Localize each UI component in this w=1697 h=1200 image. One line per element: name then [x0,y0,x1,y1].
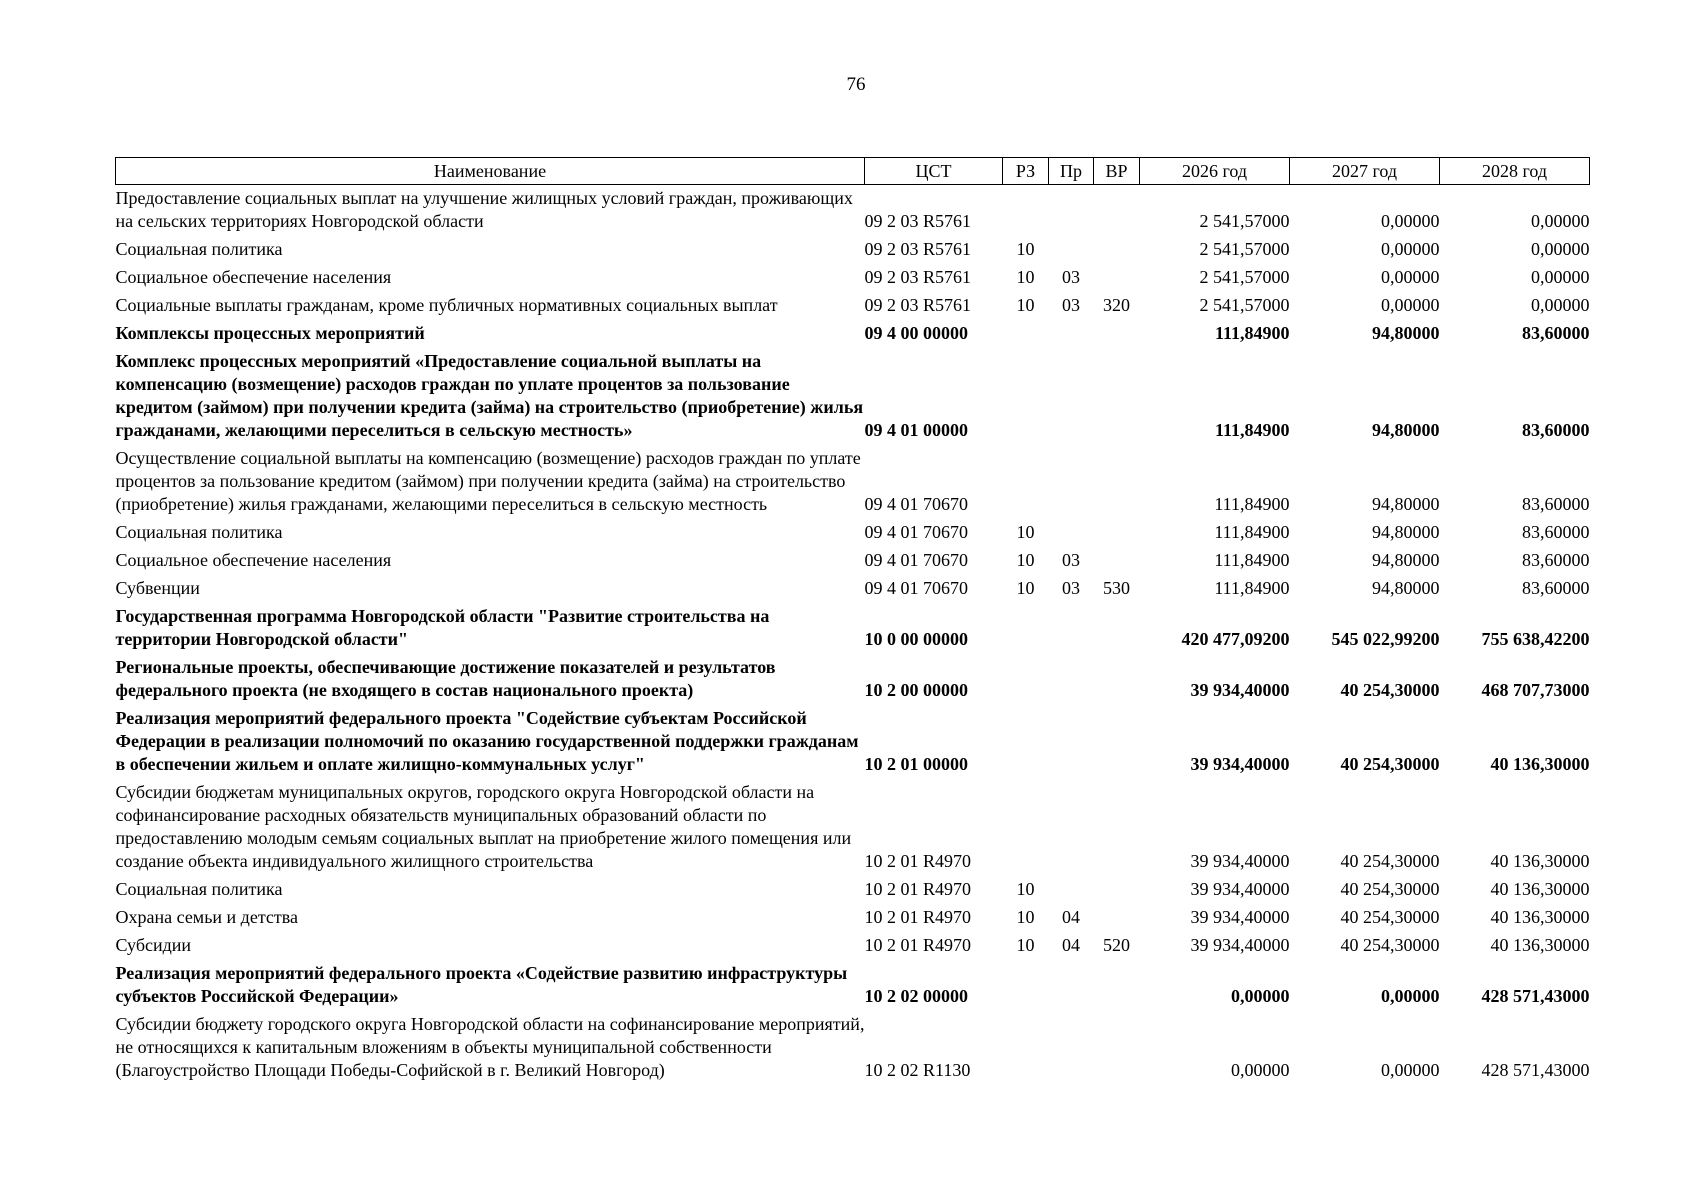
cell-pr [1049,705,1094,779]
cell-vr [1094,320,1140,348]
table-row-section [116,654,1590,705]
cell-vr [1094,960,1140,1011]
cell-vr [1094,904,1140,932]
table-row-section [116,320,1590,348]
cell-2027: 0,00000 [1381,211,1440,231]
table-row [116,292,1590,320]
cell-vr [1094,519,1140,547]
cell-pr: 04 [1062,907,1080,927]
header-pr: Пр [1049,158,1094,185]
cell-cst: 09 2 03 R5761 [864,267,972,287]
cell-2027: 40 254,30000 [1340,754,1440,774]
cell-2027: 40 254,30000 [1340,879,1440,899]
cell-2027: 40 254,30000 [1340,935,1440,955]
cell-2026: 111,84900 [1214,420,1290,440]
cell-cst: 10 2 02 R1130 [864,1060,971,1080]
table-header [116,158,1590,185]
table-row-section [116,603,1590,654]
header-row [116,158,1590,185]
cell-2026: 0,00000 [1231,1060,1290,1080]
cell-2027: 0,00000 [1381,239,1440,259]
cell-rz: 10 [1016,935,1035,955]
cell-cst: 10 2 01 R4970 [864,851,972,871]
cell-2027: 40 254,30000 [1340,680,1440,700]
cell-2027: 94,80000 [1372,522,1440,542]
table-row [116,185,1590,237]
cell-rz: 10 [1016,879,1035,899]
cell-cst: 09 4 01 70670 [864,522,968,542]
cell-2028: 0,00000 [1531,295,1590,315]
cell-rz: 10 [1016,295,1035,315]
cell-2026: 39 934,40000 [1190,935,1290,955]
header-2028: 2028 год [1440,158,1590,185]
cell-name: Реализация мероприятий федерального проекта «Содействие развитию инфраструктуры субъектов Российской Федерации» [115,963,848,1006]
cell-pr [1049,960,1094,1011]
cell-2028: 468 707,73000 [1481,680,1590,700]
cell-name: Социальные выплаты гражданам, кроме публичных нормативных социальных выплат [115,295,778,315]
cell-vr [1094,779,1140,876]
cell-2028: 428 571,43000 [1481,1060,1590,1080]
cell-pr: 03 [1062,267,1080,287]
cell-2027: 40 254,30000 [1340,907,1440,927]
cell-2028: 0,00000 [1531,211,1590,231]
cell-vr: 320 [1103,295,1130,315]
header-2027: 2027 год [1290,158,1440,185]
cell-2027: 94,80000 [1372,578,1440,598]
cell-2026: 111,84900 [1214,494,1290,514]
cell-name: Субсидии бюджетам муниципальных округов, городского округа Новгородской области на софинансирование расходных обязательств муниципальных образований области по предоставлению молодым семьям социальных выплат на приобретение жилого помещения или создание объекта индивидуального жилищного строительства [115,782,852,871]
cell-rz [1003,348,1049,445]
cell-2028: 83,60000 [1522,323,1590,343]
cell-pr: 03 [1062,295,1080,315]
cell-name: Предоставление социальных выплат на улучшение жилищных условий граждан, проживающих на сельских территориях Новгородской области [115,188,853,231]
cell-cst: 10 2 01 00000 [864,754,968,774]
cell-2027: 94,80000 [1372,420,1440,440]
table-row-section [116,348,1590,445]
cell-rz [1003,1011,1049,1085]
table-body [116,185,1590,1086]
table-row [116,519,1590,547]
cell-2026: 39 934,40000 [1190,851,1290,871]
cell-2026: 2 541,57000 [1199,239,1290,259]
cell-cst: 10 2 02 00000 [864,986,968,1006]
cell-rz: 10 [1016,522,1035,542]
cell-2027: 0,00000 [1381,1060,1440,1080]
cell-2026: 39 934,40000 [1190,754,1290,774]
cell-2028: 83,60000 [1522,494,1590,514]
cell-rz: 10 [1016,907,1035,927]
cell-pr: 03 [1062,578,1080,598]
cell-pr [1049,779,1094,876]
cell-rz [1003,654,1049,705]
cell-2026: 39 934,40000 [1190,680,1290,700]
header-rz: РЗ [1003,158,1049,185]
cell-vr [1094,603,1140,654]
cell-name: Охрана семьи и детства [115,907,299,927]
cell-cst: 09 2 03 R5761 [864,295,972,315]
cell-vr [1094,264,1140,292]
cell-cst: 09 2 03 R5761 [864,239,972,259]
cell-cst: 09 2 03 R5761 [864,211,972,231]
cell-name: Государственная программа Новгородской области "Развитие строительства на территории Новгородской области" [115,606,770,649]
cell-cst: 10 0 00 00000 [864,629,968,649]
cell-2028: 83,60000 [1522,550,1590,570]
cell-cst: 10 2 01 R4970 [864,907,972,927]
cell-vr: 520 [1103,935,1130,955]
cell-rz [1003,779,1049,876]
table-row [116,904,1590,932]
table-row [116,575,1590,603]
cell-rz [1003,185,1049,237]
table-row-section [116,705,1590,779]
cell-cst: 09 4 01 70670 [864,578,968,598]
cell-2027: 0,00000 [1381,295,1440,315]
cell-2026: 420 477,09200 [1181,629,1290,649]
cell-rz [1003,960,1049,1011]
cell-cst: 10 2 01 R4970 [864,935,972,955]
cell-2028: 755 638,42200 [1481,629,1590,649]
table-row [116,264,1590,292]
cell-2027: 40 254,30000 [1340,851,1440,871]
cell-vr [1094,705,1140,779]
cell-vr [1094,876,1140,904]
table-row [116,1011,1590,1085]
cell-vr [1094,547,1140,575]
cell-2026: 39 934,40000 [1190,907,1290,927]
cell-2026: 39 934,40000 [1190,879,1290,899]
cell-pr: 03 [1062,550,1080,570]
cell-2026: 2 541,57000 [1199,211,1290,231]
cell-2027: 0,00000 [1381,986,1440,1006]
cell-name: Субсидии бюджету городского округа Новгородской области на софинансирование мероприятий, не относящихся к капитальным вложениям в объекты муниципальной собственности (Благоустройство Площади Победы-Софийской в г. Великий Новгород) [115,1014,865,1080]
cell-name: Осуществление социальной выплаты на компенсацию (возмещение) расходов граждан по уплате процентов за пользование кредитом (займом) при получении кредита (займа) на строительство (приобретение) жилья гражданами, желающими переселиться в сельскую местность [115,448,861,514]
cell-2027: 94,80000 [1372,494,1440,514]
cell-2027: 0,00000 [1381,267,1440,287]
cell-pr [1049,236,1094,264]
cell-2026: 0,00000 [1231,986,1290,1006]
cell-pr [1049,876,1094,904]
cell-rz [1003,705,1049,779]
table-row [116,932,1590,960]
table-row [116,547,1590,575]
cell-pr [1049,1011,1094,1085]
cell-vr [1094,1011,1140,1085]
cell-name: Социальная политика [115,879,283,899]
table-row [116,779,1590,876]
cell-2028: 40 136,30000 [1490,879,1590,899]
cell-2026: 111,84900 [1214,323,1290,343]
cell-pr [1049,519,1094,547]
cell-pr [1049,654,1094,705]
cell-vr [1094,445,1140,519]
cell-name: Социальная политика [115,522,283,542]
cell-2028: 40 136,30000 [1490,851,1590,871]
cell-2026: 2 541,57000 [1199,267,1290,287]
cell-rz: 10 [1016,267,1035,287]
cell-2028: 0,00000 [1531,239,1590,259]
cell-cst: 09 4 01 70670 [864,494,968,514]
cell-vr [1094,654,1140,705]
budget-table [115,157,1590,1085]
cell-name: Комплексы процессных мероприятий [115,323,425,343]
cell-2028: 83,60000 [1522,420,1590,440]
cell-name: Социальное обеспечение населения [115,267,392,287]
cell-2027: 94,80000 [1372,550,1440,570]
cell-rz: 10 [1016,239,1035,259]
cell-name: Региональные проекты, обеспечивающие достижение показателей и результатов федерального проекта (не входящего в состав национального проекта) [115,657,776,700]
cell-2026: 2 541,57000 [1199,295,1290,315]
cell-name: Социальная политика [115,239,283,259]
header-name: Наименование [116,158,865,185]
cell-2028: 0,00000 [1531,267,1590,287]
cell-vr: 530 [1103,578,1130,598]
cell-2028: 83,60000 [1522,522,1590,542]
cell-cst: 10 2 00 00000 [864,680,968,700]
cell-rz [1003,603,1049,654]
page-number: 76 [846,74,866,95]
cell-rz: 10 [1016,550,1035,570]
table-row [116,236,1590,264]
cell-name: Комплекс процессных мероприятий «Предоставление социальной выплаты на компенсацию (возмещение) расходов граждан по уплате процентов за пользование кредитом (займом) при получении кредита (займа) на строительство (приобретение) жилья гражданами, желающими переселиться в сельскую местность» [115,351,864,440]
cell-cst: 09 4 00 00000 [864,323,968,343]
cell-name: Социальное обеспечение населения [115,550,392,570]
cell-pr [1049,185,1094,237]
cell-name: Реализация мероприятий федерального проекта "Содействие субъектам Российской Федерации в реализации полномочий по оказанию государственной поддержки гражданам в обеспечении жильем и оплате жилищно-коммунальных услуг" [115,708,859,774]
cell-2028: 428 571,43000 [1481,986,1590,1006]
cell-rz: 10 [1016,578,1035,598]
cell-cst: 10 2 01 R4970 [864,879,972,899]
cell-vr [1094,348,1140,445]
cell-2028: 40 136,30000 [1490,935,1590,955]
header-2026: 2026 год [1140,158,1290,185]
cell-2028: 83,60000 [1522,578,1590,598]
cell-pr: 04 [1062,935,1080,955]
cell-2026: 111,84900 [1214,550,1290,570]
table-row-section [116,960,1590,1011]
cell-2026: 111,84900 [1214,578,1290,598]
cell-pr [1049,348,1094,445]
cell-rz [1003,445,1049,519]
cell-2028: 40 136,30000 [1490,754,1590,774]
cell-2028: 40 136,30000 [1490,907,1590,927]
header-vr: ВР [1094,158,1140,185]
cell-pr [1049,445,1094,519]
cell-name: Субсидии [115,935,192,955]
cell-name: Субвенции [115,578,200,598]
cell-2027: 94,80000 [1372,323,1440,343]
cell-pr [1049,320,1094,348]
cell-pr [1049,603,1094,654]
table-row [116,445,1590,519]
table-row [116,876,1590,904]
cell-vr [1094,185,1140,237]
cell-vr [1094,236,1140,264]
cell-cst: 09 4 01 70670 [864,550,968,570]
cell-2027: 545 022,99200 [1331,629,1440,649]
cell-rz [1003,320,1049,348]
cell-cst: 09 4 01 00000 [864,420,968,440]
header-cst: ЦСТ [865,158,1003,185]
cell-2026: 111,84900 [1214,522,1290,542]
